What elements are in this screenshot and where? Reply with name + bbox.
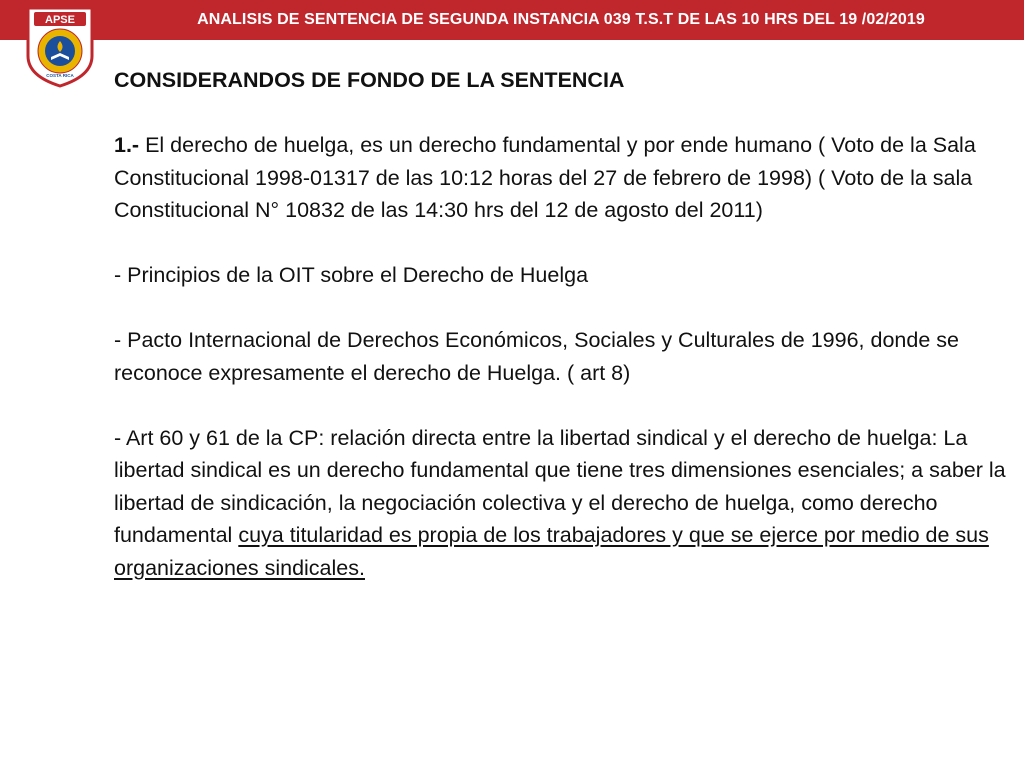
logo-country-text: COSTA RICA [46, 73, 74, 78]
spacer [114, 292, 1014, 325]
section-heading: CONSIDERANDOS DE FONDO DE LA SENTENCIA [114, 68, 625, 92]
spacer [114, 227, 1014, 260]
paragraph-2: - Principios de la OIT sobre el Derecho de Huelga [114, 263, 589, 287]
slide-body [114, 64, 1014, 584]
slide-title: ANALISIS DE SENTENCIA DE SEGUNDA INSTANCIA 039 T.S.T DE LAS 10 HRS DEL 19 /02/2019 [197, 11, 925, 28]
title-bar [0, 0, 1024, 40]
logo-top-text: APSE [45, 14, 75, 26]
paragraph-3: - Pacto Internacional de Derechos Económicos, Sociales y Culturales de 1996, donde se reconoce expresamente el derecho de Huelga. ( art 8) [114, 328, 959, 385]
spacer [114, 389, 1014, 422]
paragraph-4-text: - Art 60 y 61 de la CP: relación directa entre la libertad sindical y el derecho de huelga: La libertad sindical es un derecho fundamental que tiene tres dimensiones esenciales; a saber la libertad de sindicación, la negociación colectiva y el derecho de huelga, como derecho fundamental [114, 425, 1006, 547]
spacer [114, 97, 1014, 130]
paragraph-1 [114, 129, 1014, 227]
paragraph-1-number: 1.- [114, 133, 140, 157]
apse-shield-icon [24, 4, 96, 88]
paragraph-4 [114, 422, 1014, 585]
apse-logo [24, 4, 96, 88]
paragraph-1-text: El derecho de huelga, es un derecho fundamental y por ende humano ( Voto de la Sala Constitucional 1998-01317 de las 10:12 horas del 27 de febrero de 1998) ( Voto de la sala Constitucional N° 10832 de las 14:30 hrs del 12 de agosto del 2011) [114, 133, 976, 222]
paragraph-4-underlined: cuya titularidad es propia de los trabajadores y que se ejerce por medio de sus organizaciones sindicales. [114, 523, 989, 580]
